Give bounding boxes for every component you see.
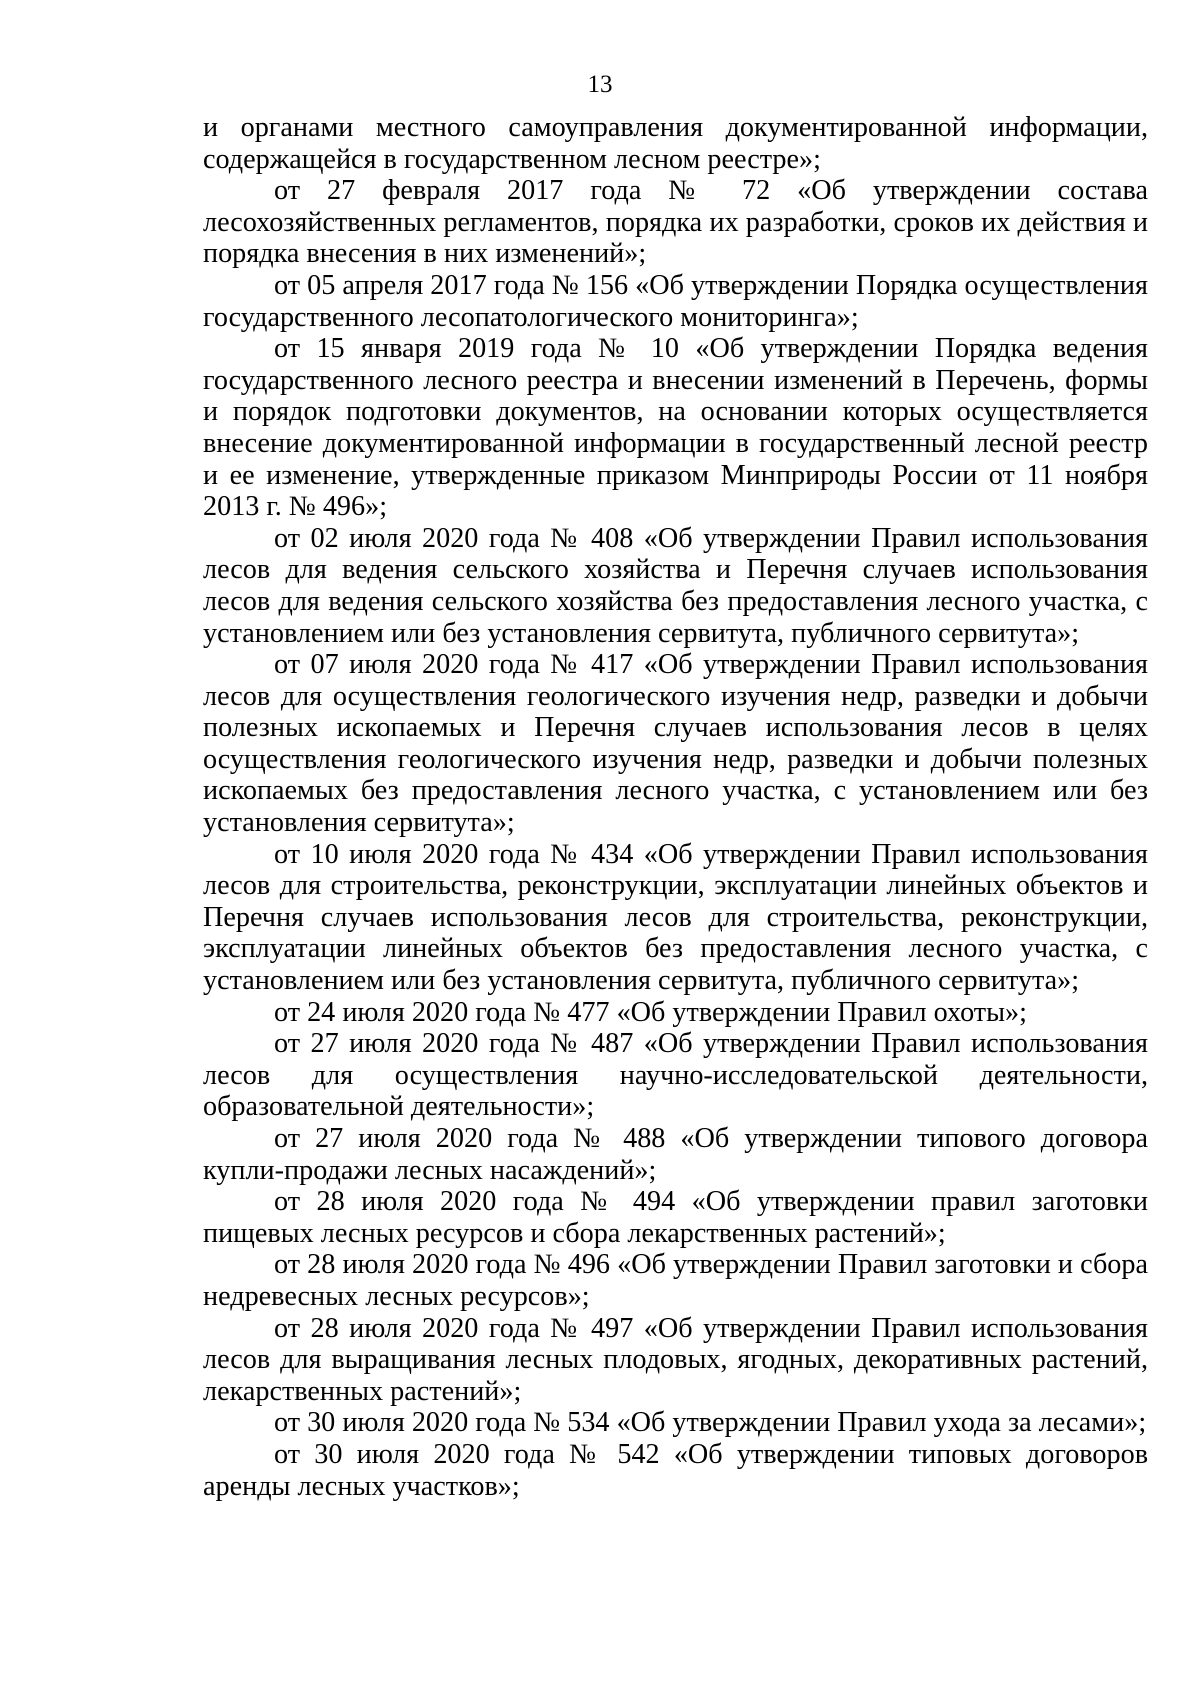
order-item-10: от 15 января 2019 года № 10 «Об утверждении Порядка ведения государственного лесного реестра и внесении изменений в Перечень, формы и порядок подготовки документов, на основании которых осуществляется внесение документированной информации в государственный лесной реестр и ее изменение, утвержденные приказом Минприроды России от 11 ноября 2013 г. № 496»;	[203, 333, 1148, 523]
order-item-487: от 27 июля 2020 года № 487 «Об утверждении Правил использования лесов для осуществления научно-исследовательской деятельности, образовательной деятельности»;	[203, 1028, 1148, 1123]
order-item-534: от 30 июля 2020 года № 534 «Об утверждении Правил ухода за лесами»;	[274, 1407, 1147, 1439]
order-item-477: от 24 июля 2020 года № 477 «Об утверждении Правил охоты»;	[274, 996, 1027, 1028]
order-item-488: от 27 июля 2020 года № 488 «Об утверждении типового договора купли-продажи лесных насаждений»;	[203, 1123, 1148, 1186]
paragraph-continuation: и органами местного самоуправления документированной информации, содержащейся в государственном лесном реестре»;	[203, 112, 1148, 175]
page-number: 13	[587, 71, 613, 98]
order-item-417: от 07 июля 2020 года № 417 «Об утверждении Правил использования лесов для осуществления геологического изучения недр, разведки и добычи полезных ископаемых и Перечня случаев использования лесов в целях осуществления геологического изучения недр, разведки и добычи полезных ископаемых без предоставления лесного участка, с установлением или без установления сервитута»;	[203, 649, 1148, 839]
order-item-494: от 28 июля 2020 года № 494 «Об утверждении правил заготовки пищевых лесных ресурсов и сбора лекарственных растений»;	[203, 1186, 1148, 1249]
order-item-156: от 05 апреля 2017 года № 156 «Об утверждении Порядка осуществления государственного лесопатологического мониторинга»;	[203, 269, 1148, 333]
order-item-497: от 28 июля 2020 года № 497 «Об утверждении Правил использования лесов для выращивания лесных плодовых, ягодных, декоративных растений, лекарственных растений»;	[203, 1312, 1148, 1407]
order-item-434: от 10 июля 2020 года № 434 «Об утверждении Правил использования лесов для строительства, реконструкции, эксплуатации линейных объектов и Перечня случаев использования лесов для строительства, реконструкции, эксплуатации линейных объектов без предоставления лесного участка, с установлением или без установления сервитута, публичного сервитута»;	[203, 838, 1148, 997]
order-item-542: от 30 июля 2020 года № 542 «Об утверждении типовых договоров аренды лесных участков»;	[203, 1438, 1148, 1502]
order-item-408: от 02 июля 2020 года № 408 «Об утверждении Правил использования лесов для ведения сельского хозяйства и Перечня случаев использования лесов для ведения сельского хозяйства без предоставления лесного участка, с установлением или без установления сервитута, публичного сервитута»;	[203, 522, 1148, 649]
order-item-496: от 28 июля 2020 года № 496 «Об утверждении Правил заготовки и сбора недревесных лесных ресурсов»;	[203, 1249, 1148, 1312]
order-item-72: от 27 февраля 2017 года № 72 «Об утверждении состава лесохозяйственных регламентов, порядка их разработки, сроков их действия и порядка внесения в них изменений»;	[203, 175, 1148, 270]
document-body	[203, 112, 1148, 1502]
